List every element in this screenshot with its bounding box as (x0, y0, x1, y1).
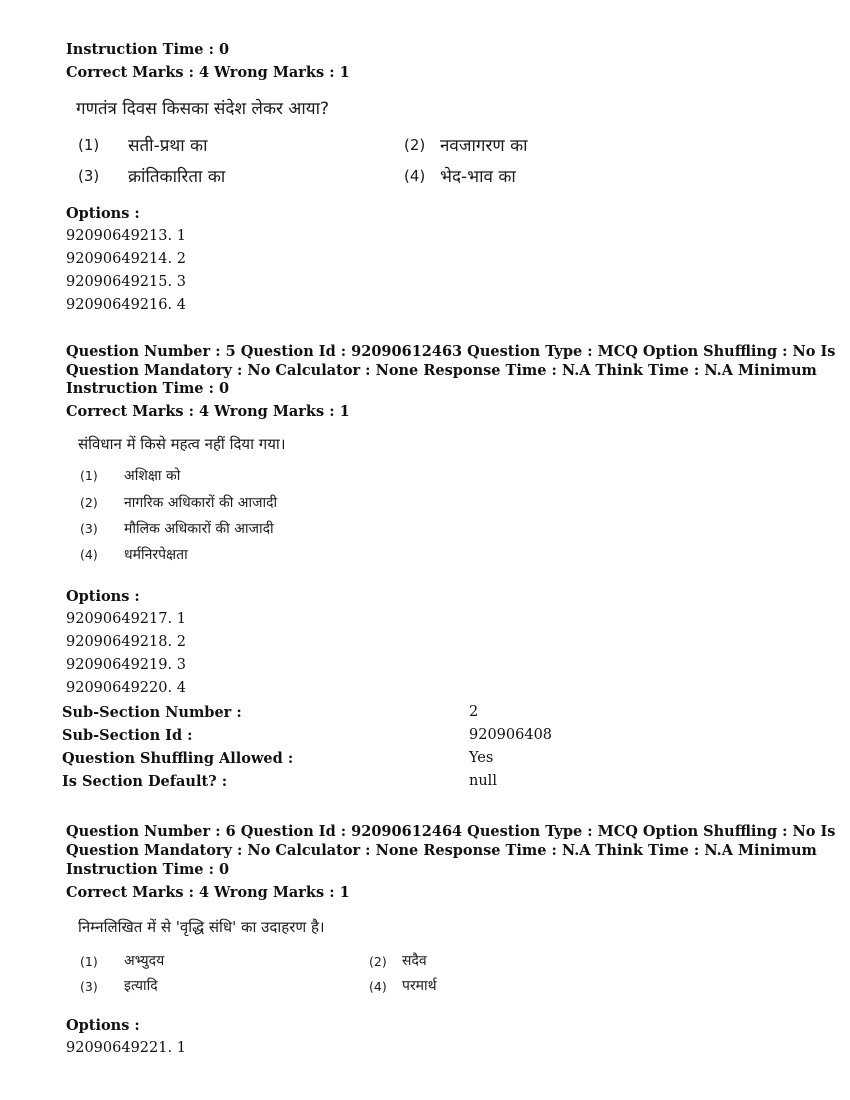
instruction-time: Instruction Time : 0 (66, 861, 230, 878)
options-label: Options : (66, 588, 140, 605)
choice-number: (2) (80, 495, 98, 510)
option-id: 92090649214. 2 (66, 251, 186, 267)
choice-number: (1) (80, 954, 98, 969)
choice-number: (2) (404, 136, 426, 154)
subsection-label: Question Shuffling Allowed : (62, 750, 294, 767)
choice-number: (4) (80, 547, 98, 562)
option-id: 92090649220. 4 (66, 680, 186, 696)
subsection-value: Yes (469, 750, 494, 766)
choice-text: मौलिक अधिकारों की आजादी (124, 521, 274, 537)
choice-text: सती-प्रथा का (128, 136, 208, 156)
question-header: Question Mandatory : No Calculator : None Response Time : N.A Think Time : N.A Minimum (66, 362, 817, 379)
marks-line: Correct Marks : 4 Wrong Marks : 1 (66, 884, 350, 901)
instruction-time: Instruction Time : 0 (66, 41, 230, 58)
choice-number: (3) (80, 521, 98, 536)
choice-text: नवजागरण का (440, 136, 528, 156)
question-text: निम्नलिखित में से 'वृद्धि संधि' का उदाहरण है। (78, 918, 325, 936)
subsection-value: 2 (469, 704, 479, 720)
question-header: Question Number : 5 Question Id : 92090612463 Question Type : MCQ Option Shuffling : No Is (66, 343, 836, 360)
choice-number: (2) (369, 954, 387, 969)
choice-text: क्रांतिकारिता का (128, 167, 226, 187)
question-text: गणतंत्र दिवस किसका संदेश लेकर आया? (76, 99, 330, 119)
choice-text: भेद-भाव का (440, 167, 516, 187)
option-id: 92090649215. 3 (66, 274, 186, 290)
subsection-value: 920906408 (469, 727, 553, 743)
marks-line: Correct Marks : 4 Wrong Marks : 1 (66, 64, 350, 81)
option-id: 92090649218. 2 (66, 634, 186, 650)
choice-number: (3) (80, 979, 98, 994)
instruction-time: Instruction Time : 0 (66, 380, 230, 397)
subsection-label: Sub-Section Number : (62, 704, 242, 721)
choice-number: (4) (404, 167, 426, 185)
option-id: 92090649216. 4 (66, 297, 186, 313)
choice-number: (4) (369, 979, 387, 994)
choice-number: (1) (80, 468, 98, 483)
question-header: Question Number : 6 Question Id : 92090612464 Question Type : MCQ Option Shuffling : No Is (66, 823, 836, 840)
choice-text: सदैव (402, 953, 427, 969)
choice-text: धर्मनिरपेक्षता (124, 547, 188, 563)
marks-line: Correct Marks : 4 Wrong Marks : 1 (66, 403, 350, 420)
choice-text: इत्यादि (124, 978, 158, 994)
choice-number: (3) (78, 167, 100, 185)
subsection-value: null (469, 773, 497, 789)
options-label: Options : (66, 205, 140, 222)
question-header: Question Mandatory : No Calculator : None Response Time : N.A Think Time : N.A Minimum (66, 842, 817, 859)
option-id: 92090649221. 1 (66, 1040, 186, 1056)
option-id: 92090649217. 1 (66, 611, 186, 627)
option-id: 92090649213. 1 (66, 228, 186, 244)
choice-text: अभ्युदय (124, 953, 165, 969)
choice-number: (1) (78, 136, 100, 154)
subsection-label: Sub-Section Id : (62, 727, 193, 744)
choice-text: नागरिक अधिकारों की आजादी (124, 495, 278, 511)
option-id: 92090649219. 3 (66, 657, 186, 673)
choice-text: अशिक्षा को (124, 468, 181, 484)
subsection-label: Is Section Default? : (62, 773, 228, 790)
choice-text: परमार्थ (402, 978, 437, 994)
question-text: संविधान में किसे महत्व नहीं दिया गया। (78, 435, 286, 453)
options-label: Options : (66, 1017, 140, 1034)
